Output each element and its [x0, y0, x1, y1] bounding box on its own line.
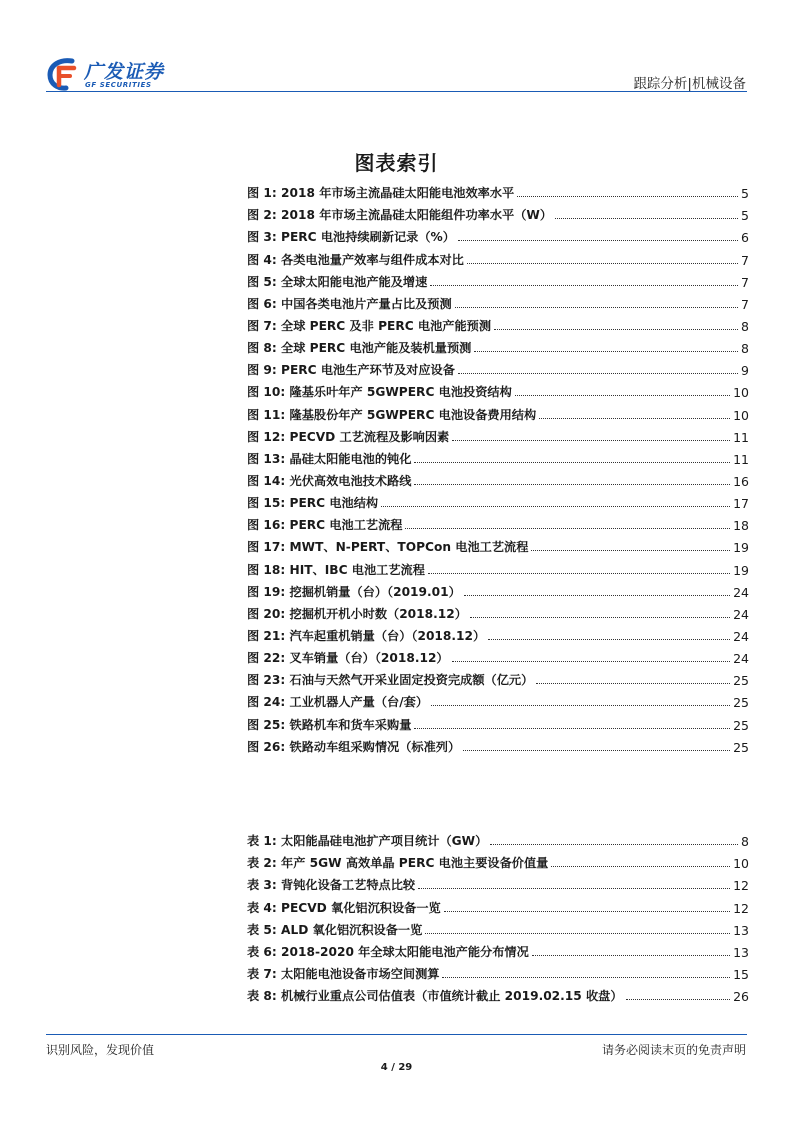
figure-entry[interactable] [247, 378, 749, 400]
page-title: 图表索引 [354, 151, 439, 175]
figure-entry[interactable] [247, 201, 749, 223]
table-entry-label[interactable]: 表 4: PECVD 氧化铝沉积设备一览 [247, 900, 441, 915]
figure-entry-label[interactable]: 图 20: 挖掘机开机小时数（2018.12） [247, 606, 467, 621]
figure-entry-page[interactable]: 6 [741, 230, 749, 246]
footer-divider [46, 1034, 747, 1035]
gf-logo-icon [46, 57, 78, 91]
logo-name-en: GF SECURITIES [85, 81, 152, 89]
figure-entry-page[interactable]: 25 [733, 739, 749, 755]
table-entry[interactable] [247, 982, 749, 1004]
table-entry-page[interactable]: 12 [733, 878, 749, 894]
figure-entry-label[interactable]: 图 8: 全球 PERC 电池产能及装机量预测 [247, 341, 472, 356]
table-entry[interactable] [247, 960, 749, 982]
dot-leader [414, 728, 730, 729]
figure-entry-page[interactable]: 16 [733, 473, 749, 489]
figure-entry[interactable] [247, 334, 749, 356]
dot-leader [467, 263, 738, 264]
dot-leader [532, 955, 730, 956]
figure-entry-page[interactable]: 19 [733, 540, 749, 556]
table-entry[interactable] [247, 827, 749, 849]
figure-entry-label[interactable]: 图 12: PECVD 工艺流程及影响因素 [247, 429, 450, 444]
figure-entry-label[interactable]: 图 4: 各类电池量产效率与组件成本对比 [247, 252, 464, 267]
figure-entry-page[interactable]: 24 [733, 584, 749, 600]
dot-leader [458, 373, 738, 374]
figure-entry[interactable] [247, 223, 749, 245]
figure-entry-page[interactable]: 25 [733, 717, 749, 733]
table-entry[interactable] [247, 916, 749, 938]
figure-entry-label[interactable]: 图 17: MWT、N-PERT、TOPCon 电池工艺流程 [247, 540, 529, 555]
figure-entry[interactable] [247, 312, 749, 334]
dot-leader [463, 750, 730, 751]
footer-slogan: 识别风险，发现价值 [46, 1043, 155, 1057]
figure-entry-label[interactable]: 图 25: 铁路机车和货车采购量 [247, 717, 412, 732]
figure-entry-page[interactable]: 25 [733, 673, 749, 689]
table-entry-label[interactable]: 表 1: 太阳能晶硅电池扩产项目统计（GW） [247, 834, 488, 849]
figure-entry[interactable] [247, 489, 749, 511]
figure-entry-page[interactable]: 7 [741, 252, 749, 268]
dot-leader [405, 528, 730, 529]
figure-entry[interactable] [247, 400, 749, 422]
table-entry-page[interactable]: 13 [733, 922, 749, 938]
table-index [247, 827, 749, 1004]
dot-leader [536, 683, 730, 684]
table-entry-page[interactable]: 8 [741, 834, 749, 850]
figure-entry-page[interactable]: 7 [741, 274, 749, 290]
table-entry[interactable] [247, 871, 749, 893]
figure-entry-label[interactable]: 图 18: HIT、IBC 电池工艺流程 [247, 562, 425, 577]
figure-entry-label[interactable]: 图 6: 中国各类电池片产量占比及预测 [247, 296, 452, 311]
figure-entry-label[interactable]: 图 10: 隆基乐叶年产 5GWPERC 电池投资结构 [247, 385, 512, 400]
dot-leader [555, 218, 738, 219]
figure-entry-label[interactable]: 图 7: 全球 PERC 及非 PERC 电池产能预测 [247, 318, 492, 333]
figure-entry[interactable] [247, 533, 749, 555]
figure-entry-page[interactable]: 24 [733, 606, 749, 622]
dot-leader [425, 933, 730, 934]
dot-leader [490, 844, 738, 845]
figure-entry[interactable] [247, 644, 749, 666]
table-entry-page[interactable]: 10 [733, 856, 749, 872]
dot-leader [452, 661, 730, 662]
figure-entry[interactable] [247, 600, 749, 622]
dot-leader [414, 484, 730, 485]
figure-entry[interactable] [247, 688, 749, 710]
figure-entry-label[interactable]: 图 3: PERC 电池持续刷新记录（%） [247, 230, 455, 245]
figure-entry-label[interactable]: 图 2: 2018 年市场主流晶硅太阳能组件功率水平（W） [247, 208, 553, 223]
table-entry-label[interactable]: 表 3: 背钝化设备工艺特点比较 [247, 878, 416, 893]
figure-entry-page[interactable]: 10 [733, 407, 749, 423]
dot-leader [414, 462, 730, 463]
dot-leader [431, 705, 730, 706]
dot-leader [494, 329, 738, 330]
figure-entry[interactable] [247, 733, 749, 755]
dot-leader [488, 639, 730, 640]
figure-entry-label[interactable]: 图 11: 隆基股份年产 5GWPERC 电池设备费用结构 [247, 407, 537, 422]
figure-entry[interactable] [247, 710, 749, 732]
footer-disclaimer: 请务必阅读末页的免责声明 [601, 1043, 746, 1057]
dot-leader [458, 240, 738, 241]
table-entry-label[interactable]: 表 5: ALD 氧化铝沉积设备一览 [247, 922, 423, 937]
table-entry[interactable] [247, 893, 749, 915]
figure-entry-label[interactable]: 图 14: 光伏高效电池技术路线 [247, 473, 412, 488]
figure-entry-label[interactable]: 图 24: 工业机器人产量（台/套） [247, 695, 429, 710]
figure-entry-page[interactable]: 10 [733, 385, 749, 401]
figure-entry[interactable] [247, 423, 749, 445]
figure-entry-label[interactable]: 图 23: 石油与天然气开采业固定投资完成额（亿元） [247, 673, 534, 688]
figure-entry-page[interactable]: 24 [733, 628, 749, 644]
dot-leader [430, 285, 738, 286]
figure-entry-page[interactable]: 9 [741, 363, 749, 379]
figure-index [247, 179, 749, 755]
dot-leader [452, 440, 730, 441]
dot-leader [381, 506, 730, 507]
figure-entry-label[interactable]: 图 16: PERC 电池工艺流程 [247, 518, 403, 533]
table-entry[interactable] [247, 938, 749, 960]
figure-entry-label[interactable]: 图 19: 挖掘机销量（台）（2019.01） [247, 584, 461, 599]
figure-entry-label[interactable]: 图 22: 叉车销量（台）（2018.12） [247, 651, 449, 666]
table-entry-label[interactable]: 表 2: 年产 5GW 高效单晶 PERC 电池主要设备价值量 [247, 856, 549, 871]
figure-entry[interactable] [247, 245, 749, 267]
dot-leader [531, 550, 730, 551]
figure-entry[interactable] [247, 356, 749, 378]
table-entry-label[interactable]: 表 7: 太阳能电池设备市场空间测算 [247, 966, 440, 981]
figure-entry[interactable] [247, 268, 749, 290]
dot-leader [428, 573, 730, 574]
figure-entry[interactable] [247, 179, 749, 201]
table-entry-page[interactable]: 15 [733, 966, 749, 982]
table-entry-label[interactable]: 表 8: 机械行业重点公司估值表（市值统计截止 2019.02.15 收盘） [247, 989, 623, 1004]
header-divider [46, 91, 747, 92]
dot-leader [470, 617, 730, 618]
figure-entry[interactable] [247, 666, 749, 688]
dot-leader [539, 418, 730, 419]
figure-entry-page[interactable]: 17 [733, 496, 749, 512]
figure-entry-label[interactable]: 图 15: PERC 电池结构 [247, 496, 379, 511]
dot-leader [464, 595, 730, 596]
dot-leader [517, 196, 738, 197]
table-entry[interactable] [247, 849, 749, 871]
figure-entry-page[interactable]: 25 [733, 695, 749, 711]
table-entry-page[interactable]: 12 [733, 900, 749, 916]
figure-entry[interactable] [247, 622, 749, 644]
figure-entry-page[interactable]: 19 [733, 562, 749, 578]
dot-leader [418, 888, 730, 889]
dot-leader [551, 866, 730, 867]
figure-entry-page[interactable]: 18 [733, 518, 749, 534]
figure-entry-page[interactable]: 11 [733, 451, 749, 467]
logo-name-cn: 广发证券 [84, 61, 165, 83]
figure-entry-page[interactable]: 8 [741, 341, 749, 357]
figure-entry[interactable] [247, 511, 749, 533]
dot-leader [515, 395, 730, 396]
figure-entry-page[interactable]: 7 [741, 296, 749, 312]
figure-entry-page[interactable]: 5 [741, 208, 749, 224]
figure-entry-page[interactable]: 11 [733, 429, 749, 445]
figure-entry-page[interactable]: 24 [733, 651, 749, 667]
dot-leader [444, 911, 730, 912]
table-entry-page[interactable]: 13 [733, 944, 749, 960]
figure-entry[interactable] [247, 555, 749, 577]
report-section: 跟踪分析|机械设备 [633, 76, 746, 92]
figure-entry[interactable] [247, 467, 749, 489]
dot-leader [455, 307, 738, 308]
figure-entry-label[interactable]: 图 5: 全球太阳能电池产能及增速 [247, 274, 428, 289]
figure-entry-label[interactable]: 图 13: 晶硅太阳能电池的钝化 [247, 451, 412, 466]
table-entry-page[interactable]: 26 [733, 989, 749, 1005]
table-entry-label[interactable]: 表 6: 2018-2020 年全球太阳能电池产能分布情况 [247, 944, 529, 959]
figure-entry-label[interactable]: 图 9: PERC 电池生产环节及对应设备 [247, 363, 455, 378]
figure-entry-label[interactable]: 图 21: 汽车起重机销量（台）（2018.12） [247, 628, 486, 643]
dot-leader [442, 977, 730, 978]
figure-entry-label[interactable]: 图 26: 铁路动车组采购情况（标准列） [247, 739, 461, 754]
figure-entry-page[interactable]: 8 [741, 318, 749, 334]
figure-entry[interactable] [247, 445, 749, 467]
figure-entry[interactable] [247, 578, 749, 600]
figure-entry[interactable] [247, 290, 749, 312]
company-logo [46, 57, 206, 93]
figure-entry-label[interactable]: 图 1: 2018 年市场主流晶硅太阳能电池效率水平 [247, 186, 515, 201]
dot-leader [626, 999, 731, 1000]
dot-leader [474, 351, 738, 352]
figure-entry-page[interactable]: 5 [741, 186, 749, 202]
page-number: 4 / 29 [380, 1062, 413, 1073]
